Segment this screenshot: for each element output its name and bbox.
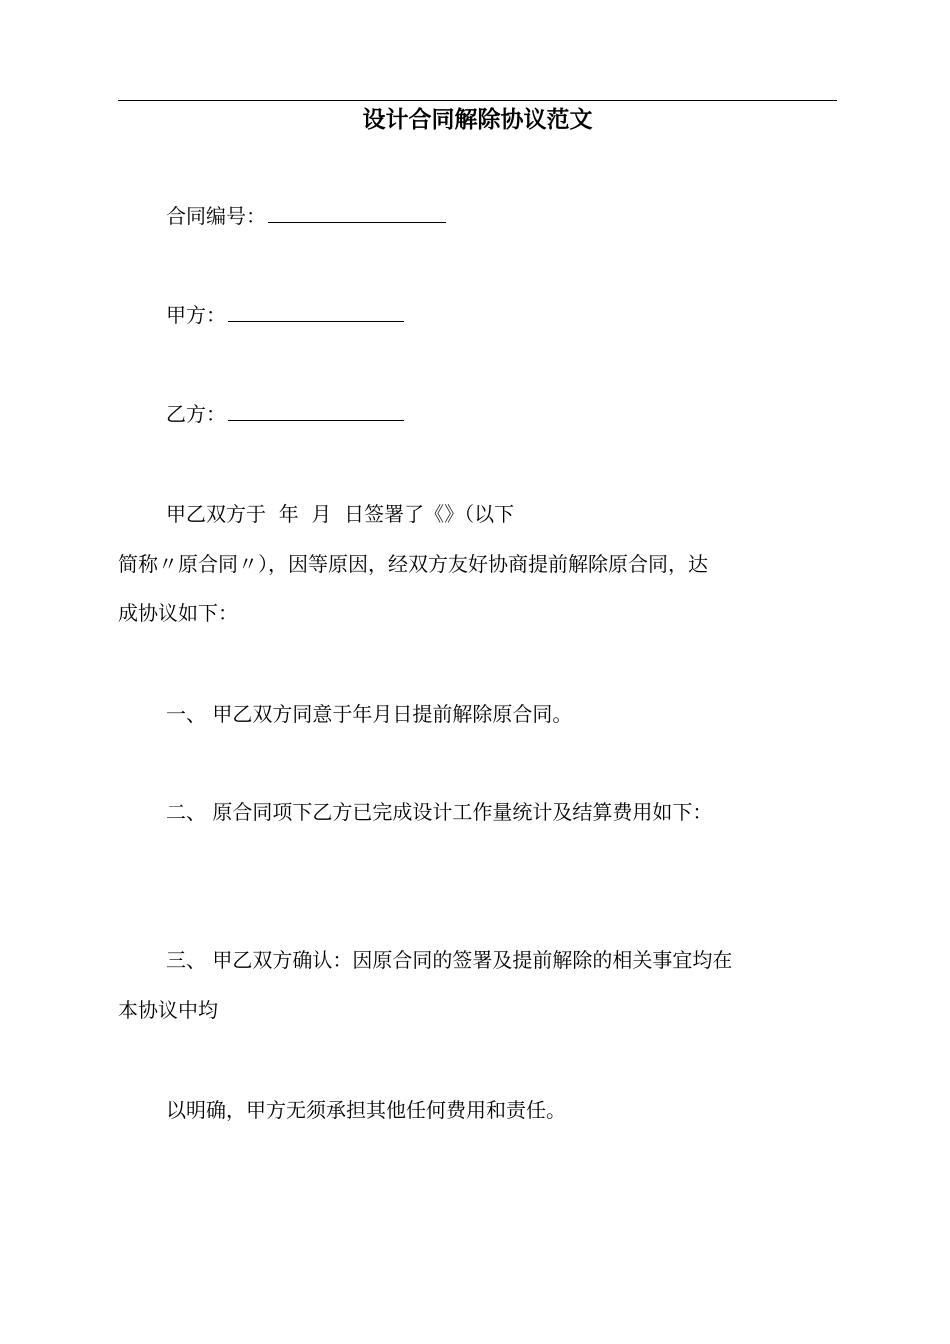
party-b-line <box>166 399 837 429</box>
clause-three-line-2: 本协议中均 <box>118 998 218 1022</box>
header-rule <box>118 100 837 101</box>
clause-two: 二、 原合同项下乙方已完成设计工作量统计及结算费用如下： <box>166 800 713 824</box>
party-b-blank <box>228 400 404 421</box>
contract-number-label: 合同编号： <box>166 204 266 228</box>
party-a-line <box>166 300 837 330</box>
intro-line-1: 甲乙双方于 年 月 日签署了《》（以下 <box>166 502 515 526</box>
intro-line-3: 成协议如下： <box>118 601 238 625</box>
contract-number-blank <box>268 202 446 223</box>
party-a-blank <box>228 301 404 322</box>
contract-number-line <box>166 201 837 231</box>
clause-one: 一、 甲乙双方同意于年月日提前解除原合同。 <box>166 702 573 726</box>
intro-line-2: 简称〃原合同〃），因等原因，经双方友好协商提前解除原合同，达 <box>118 552 708 576</box>
party-b-label: 乙方： <box>166 402 226 426</box>
clause-three-line-1: 三、 甲乙双方确认：因原合同的签署及提前解除的相关事宜均在 <box>166 948 733 972</box>
party-a-label: 甲方： <box>166 303 226 327</box>
clause-three-line-3: 以明确，甲方无须承担其他任何费用和责任。 <box>166 1098 566 1122</box>
document-title: 设计合同解除协议范文 <box>362 106 593 133</box>
